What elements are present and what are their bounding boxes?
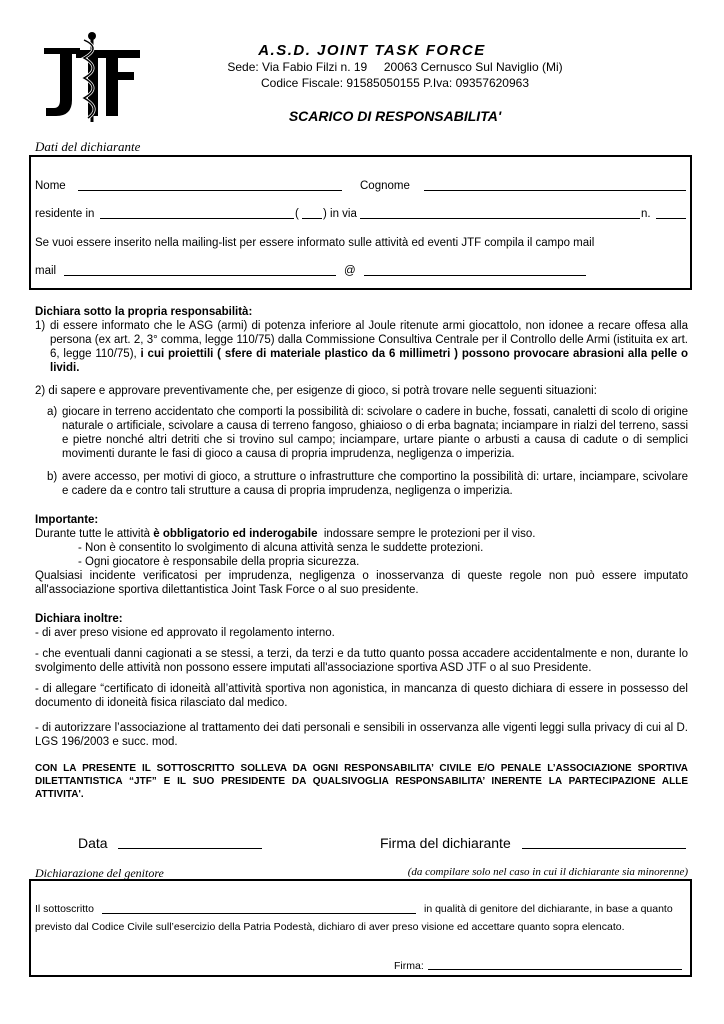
- nome-label: Nome: [35, 180, 66, 192]
- firma-dichiarante-label: Firma del dichiarante: [380, 835, 511, 851]
- item2-text: 2) di sapere e approvare preventivamente che, per esigenze di gioco, si potrà trovare nelle seguenti situazioni:: [35, 385, 597, 397]
- importante-paragraph: Qualsiasi incidente verificatosi per imprudenza, negligenza o inosservanza di queste regole non può essere imputato all'associazione sportiva dilettantistica Joint Task Force o al suo presidente.: [35, 570, 688, 596]
- org-name: A.S.D. JOINT TASK FORCE: [258, 42, 486, 59]
- data-field[interactable]: [118, 838, 262, 849]
- org-address: Sede: Via Fabio Filzi n. 19 20063 Cernusco Sul Naviglio (Mi): [227, 60, 563, 74]
- parent-firma-label: Firma:: [394, 960, 424, 972]
- residente-field[interactable]: [100, 208, 294, 219]
- provincia-field[interactable]: [302, 208, 322, 219]
- imp-text-a: Durante tutte le attività: [35, 528, 154, 540]
- cognome-label: Cognome: [360, 180, 410, 192]
- firma-dichiarante-field[interactable]: [522, 838, 686, 849]
- mail-user-field[interactable]: [64, 265, 336, 276]
- qualita-text: in qualità di genitore del dichiarante, in base a quanto: [424, 903, 673, 915]
- residente-label: residente in: [35, 208, 95, 220]
- dichiara-title: Dichiara sotto la propria responsabilità:: [35, 306, 253, 318]
- nome-field[interactable]: [78, 180, 342, 191]
- imp-text-c: indossare sempre le protezioni per il viso.: [317, 528, 536, 540]
- at-sign: @: [344, 265, 356, 277]
- via-label: ) in via: [323, 208, 357, 220]
- imp-text-b: è obbligatorio ed inderogabile: [153, 528, 318, 540]
- item1-part-b: i cui proiettili ( sfere di materiale plastico da 6 millimetri ) possono provocare abrasioni alla pelle o lividi.: [50, 348, 688, 374]
- numero-label: n.: [641, 208, 651, 220]
- item2a-label: a): [47, 406, 58, 418]
- cognome-field[interactable]: [424, 180, 686, 191]
- data-label: Data: [78, 835, 108, 851]
- mailing-text: Se vuoi essere inserito nella mailing-list per essere informato sulle attività ed eventi JTF compila il campo mail: [35, 237, 595, 249]
- numero-field[interactable]: [656, 208, 686, 219]
- item1-part-a: di essere informato che le ASG (armi) di potenza inferiore al Joule ritenute armi giocattolo, non idonee a recare offesa alla persona (ex art. 2, 3° comma, legge 110/75) dalla Commissione Consultiva Centrale per il Controllo delle Armi (istituita ex art. 6, legge 110/75),: [50, 320, 688, 360]
- parent-firma-field[interactable]: [428, 959, 682, 970]
- parent-note: (da compilare solo nel caso in cui il dichiarante sia minorenne): [407, 866, 688, 878]
- parent-section-title: Dichiarazione del genitore: [35, 866, 164, 880]
- item2a-text: giocare in terreno accidentato che comporti la possibilità di: scivolare o cadere in buche, fossati, canaletti di scolo di origine naturale o artificiale, scivolare a causa di terreno fangoso, ghiaioso o di erba bagnata; inciampare in rialzi del terreno, sassi e pietre nonché altri detriti che si trovino sul campo; inciampare, urtare piante o arbusti a causa di cadute o di semplici movimenti durante le fasi di gioco a causa di propria imprudenza, negligenza o imperizia.: [62, 406, 688, 460]
- mail-domain-field[interactable]: [364, 265, 586, 276]
- inoltre-item1: - di aver preso visione ed approvato il regolamento interno.: [35, 627, 335, 639]
- prov-open: (: [295, 208, 299, 220]
- via-field[interactable]: [360, 208, 640, 219]
- importante-dash1: - Non è consentito lo svolgimento di alcuna attività senza le suddette protezioni.: [78, 542, 484, 554]
- item1-text: [50, 319, 688, 375]
- item2b-label: b): [47, 471, 58, 483]
- document-title: SCARICO DI RESPONSABILITA': [288, 108, 502, 124]
- importante-line1: [35, 527, 535, 541]
- sottoscritto-label: Il sottoscritto: [35, 903, 94, 915]
- inoltre-item3: - di allegare “certificato di idoneità all’attività sportiva non agonistica, in mancanza di questo dichiara di essere in possesso del documento di idoneità fisica rilasciato dal medico.: [35, 683, 688, 709]
- importante-title: Importante:: [35, 514, 99, 526]
- inoltre-item4: - di autorizzare l’associazione al trattamento dei dati personali e sensibili in osservanza alle vigenti leggi sulla privacy di cui al D. LGS 196/2003 e succ. mod.: [35, 722, 688, 748]
- inoltre-title: Dichiara inoltre:: [35, 613, 123, 625]
- item1-number: 1): [35, 320, 46, 332]
- mail-label: mail: [35, 265, 57, 277]
- previsto-text: previsto dal Codice Civile sull’esercizio della Patria Podestà, dichiaro di aver preso visione ed accettare quanto sopra elencato.: [35, 921, 625, 933]
- declarant-section-title: Dati del dichiarante: [35, 139, 141, 154]
- org-fiscal: Codice Fiscale: 91585050155 P.Iva: 09357620963: [261, 76, 529, 90]
- inoltre-item2: - che eventuali danni cagionati a se stessi, a terzi, da terzi e da tutto quanto possa accadere accidentalmente e non, durante lo svolgimento delle attività non possono essere imputati all'associazione sportiva ASD JTF o al suo Presidente.: [35, 648, 688, 674]
- final-declaration: CON LA PRESENTE IL SOTTOSCRITTO SOLLEVA DA OGNI RESPONSABILITA’ CIVILE E/O PENALE L’ASSOCIAZIONE SPORTIVA DILETTANTISTICA “JTF” E IL SUO PRESIDENTE DA QUALSIVOGLIA RESPONSABILITA’ INERENTE LA PARTECIPAZIONE ALLE ATTIVITA'.: [35, 763, 688, 800]
- sottoscritto-field[interactable]: [102, 903, 416, 914]
- item2b-text: avere accesso, per motivi di gioco, a strutture o infrastrutture che comportino la possibilità di: urtare, inciampare, scivolare e cadere da e contro tali strutture a causa di propria imprudenza, negligenza o imperizia.: [62, 471, 688, 497]
- nome-row: [35, 179, 66, 193]
- importante-dash2: - Ogni giocatore è responsabile della propria sicurezza.: [78, 556, 360, 568]
